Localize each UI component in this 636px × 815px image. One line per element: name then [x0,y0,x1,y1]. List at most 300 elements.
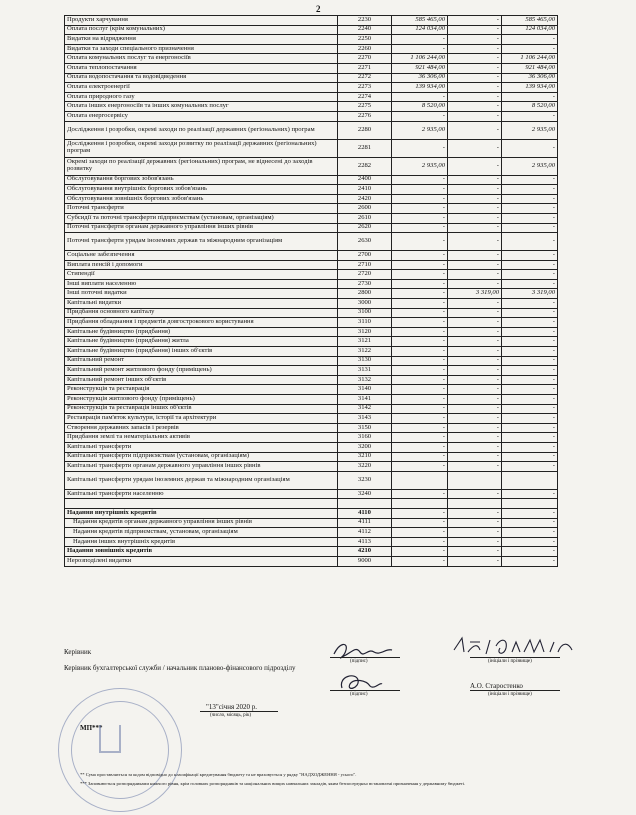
row-total: - [502,452,558,462]
row-general-fund: 124 034,00 [392,25,448,35]
row-total: - [502,279,558,289]
row-special-fund: - [448,308,502,318]
row-name: Продукти харчування [65,16,338,26]
row-general-fund [392,499,448,509]
row-special-fund: - [448,83,502,93]
head-sign-caption: (підпис) [350,659,368,664]
row-name: Створення державних запасів і резервів [65,423,338,433]
row-code: 2274 [338,92,392,102]
table-row [65,260,558,270]
row-code: 2272 [338,73,392,83]
row-code: 3143 [338,414,392,424]
table-row [65,44,558,54]
row-general-fund: - [392,111,448,121]
row-total: - [502,299,558,309]
row-name: Реконструкція та реставрація [65,385,338,395]
row-total: - [502,233,558,251]
row-special-fund: - [448,204,502,214]
row-special-fund: - [448,452,502,462]
row-total: - [502,194,558,204]
row-code: 3122 [338,347,392,357]
table-row [65,102,558,112]
row-total: - [502,537,558,547]
row-name: Надання внутрішніх кредитів [65,508,338,518]
row-special-fund: - [448,395,502,405]
row-special-fund: - [448,366,502,376]
row-special-fund: - [448,404,502,414]
table-row [65,347,558,357]
accountant-sign-caption: (підпис) [350,692,368,697]
row-general-fund: 8 520,00 [392,102,448,112]
row-name: Оплата інших енергоносіїв та інших комунальних послуг [65,102,338,112]
row-code: 2230 [338,16,392,26]
row-total: - [502,223,558,233]
row-total: - [502,433,558,443]
expenditure-table [64,15,558,567]
row-general-fund: - [392,327,448,337]
table-row [65,83,558,93]
row-code: 3120 [338,327,392,337]
row-special-fund: - [448,213,502,223]
row-total: 3 319,00 [502,289,558,299]
row-total: - [502,423,558,433]
table-row [65,318,558,328]
row-total: - [502,251,558,261]
table-row [65,375,558,385]
row-name: Оплата енергосервісу [65,111,338,121]
row-special-fund [448,471,502,489]
row-general-fund: - [392,299,448,309]
row-name: Капітальні трансферти [65,442,338,452]
row-code: 4210 [338,547,392,557]
row-total: 1 106 244,00 [502,54,558,64]
row-total: - [502,92,558,102]
row-name: Стипендії [65,270,338,280]
row-special-fund: - [448,462,502,472]
table-row [65,385,558,395]
row-code: 3240 [338,489,392,499]
row-code: 3121 [338,337,392,347]
row-general-fund: - [392,175,448,185]
table-row [65,471,558,489]
row-total: - [502,213,558,223]
stamp-mark: МП*** [80,724,103,732]
row-total: - [502,308,558,318]
row-general-fund: - [392,537,448,547]
row-name: Придбання землі та нематеріальних активів [65,433,338,443]
row-code: 3150 [338,423,392,433]
row-general-fund: - [392,528,448,538]
row-total: 2 935,00 [502,157,558,175]
row-name: Видатки та заходи спеціального призначення [65,44,338,54]
row-special-fund: - [448,547,502,557]
row-name: Реконструкція житлового фонду (приміщень) [65,395,338,405]
row-special-fund: - [448,25,502,35]
table-row [65,157,558,175]
row-general-fund: - [392,279,448,289]
table-row [65,121,558,139]
row-code: 2400 [338,175,392,185]
row-general-fund: - [392,366,448,376]
row-special-fund: - [448,223,502,233]
row-special-fund: - [448,318,502,328]
head-name-caption: (ініціали і прізвище) [488,659,532,664]
row-code: 2800 [338,289,392,299]
row-name: Інші поточні видатки [65,289,338,299]
row-name: Капітальне будівництво (придбання) житла [65,337,338,347]
row-code: 2720 [338,270,392,280]
row-name: Обслуговування зовнішніх боргових зобов'язань [65,194,338,204]
row-total: 921 484,00 [502,63,558,73]
row-special-fund: - [448,433,502,443]
row-total: - [502,518,558,528]
row-code: 3130 [338,356,392,366]
row-code [338,499,392,509]
row-name: Капітальні трансферти підприємствам (установам, організаціям) [65,452,338,462]
table-row [65,499,558,509]
row-general-fund: - [392,337,448,347]
row-total: - [502,508,558,518]
row-special-fund: - [448,537,502,547]
table-row [65,16,558,26]
row-total: - [502,442,558,452]
table-row [65,223,558,233]
row-name: Капітальні трансферти органам державного управління інших рівнів [65,462,338,472]
row-general-fund: - [392,308,448,318]
row-code: 2281 [338,139,392,157]
row-total: - [502,185,558,195]
row-total: - [502,337,558,347]
row-total: 139 934,00 [502,83,558,93]
table-row [65,528,558,538]
row-code: 2710 [338,260,392,270]
row-code: 4111 [338,518,392,528]
row-code: 2240 [338,25,392,35]
row-name: Поточні трансферти [65,204,338,214]
table-row [65,414,558,424]
row-general-fund: - [392,92,448,102]
table-row [65,204,558,214]
row-special-fund: - [448,337,502,347]
row-general-fund: - [392,508,448,518]
table-row [65,556,558,566]
row-code: 2271 [338,63,392,73]
row-total: 585 465,00 [502,16,558,26]
row-special-fund: - [448,194,502,204]
table-row [65,92,558,102]
row-general-fund: 2 935,00 [392,157,448,175]
row-code: 2276 [338,111,392,121]
accountant-name: А.О. Старостенко [470,682,523,690]
head-label: Керівник [64,648,92,656]
row-name: Капітальні трансферти урядам іноземних держав та міжнародним організаціям [65,471,338,489]
row-general-fund: - [392,185,448,195]
row-code: 3131 [338,366,392,376]
table-row [65,185,558,195]
row-special-fund: - [448,299,502,309]
row-name: Оплата природного газу [65,92,338,102]
table-row [65,356,558,366]
row-total: 124 034,00 [502,25,558,35]
row-name: Дослідження і розробки, окремі заходи розвитку по реалізації державних (регіональних) програм [65,139,338,157]
row-code: 3210 [338,452,392,462]
row-special-fund: - [448,102,502,112]
row-total: - [502,395,558,405]
row-code: 4110 [338,508,392,518]
row-special-fund: 3 319,00 [448,289,502,299]
row-general-fund: - [392,35,448,45]
row-code: 3110 [338,318,392,328]
accountant-name-caption: (ініціали і прізвище) [488,692,532,697]
row-general-fund: - [392,204,448,214]
footnote-2: *** Заповнюється розпорядниками нижчого рівня, крім головних розпорядників та національних вищих навчальних закладів, яким безпосередньо встановлені призначення у державному бюджеті. [80,781,466,786]
row-code: 2610 [338,213,392,223]
row-name: Капітальні трансферти населенню [65,489,338,499]
row-name: Оплата електроенергії [65,83,338,93]
table-row [65,395,558,405]
row-special-fund: - [448,251,502,261]
row-total: - [502,44,558,54]
row-name: Оплата водопостачання та водовідведення [65,73,338,83]
row-total [502,499,558,509]
table-row [65,279,558,289]
row-general-fund: 36 306,00 [392,73,448,83]
row-special-fund: - [448,260,502,270]
row-special-fund: - [448,356,502,366]
row-special-fund: - [448,44,502,54]
table-row [65,442,558,452]
row-name: Поточні трансферти органам державного управління інших рівнів [65,223,338,233]
row-name: Надання зовнішніх кредитів [65,547,338,557]
row-name: Субсидії та поточні трансферти підприємствам (установам, організаціям) [65,213,338,223]
table-row [65,537,558,547]
row-name: Обслуговування внутрішніх боргових зобов'язань [65,185,338,195]
table-row [65,547,558,557]
row-code: 2600 [338,204,392,214]
row-code: 2410 [338,185,392,195]
row-total: - [502,270,558,280]
row-code: 2700 [338,251,392,261]
row-special-fund: - [448,423,502,433]
row-total: - [502,414,558,424]
report-date: "13"січня 2020 р. [206,703,258,711]
accountant-label: Керівник бухгалтерської служби / начальник планово-фінансового підрозділу [64,664,296,672]
table-row [65,518,558,528]
row-general-fund: - [392,462,448,472]
row-code: 2273 [338,83,392,93]
row-general-fund: - [392,44,448,54]
row-name: Капітальні видатки [65,299,338,309]
row-name: Обслуговування боргових зобов'язань [65,175,338,185]
row-general-fund [392,471,448,489]
row-total: - [502,175,558,185]
table-row [65,175,558,185]
row-total: - [502,111,558,121]
row-general-fund: - [392,433,448,443]
table-row [65,251,558,261]
row-code: 3132 [338,375,392,385]
row-general-fund: 2 935,00 [392,121,448,139]
table-row [65,337,558,347]
row-total: - [502,489,558,499]
row-name: Надання кредитів підприємствам, установам, організаціям [65,528,338,538]
row-total: - [502,556,558,566]
row-name: Капітальне будівництво (придбання) [65,327,338,337]
row-special-fund: - [448,414,502,424]
row-total: 8 520,00 [502,102,558,112]
row-general-fund: - [392,318,448,328]
row-code: 9000 [338,556,392,566]
row-name: Оплата теплопостачання [65,63,338,73]
row-general-fund: 1 106 244,00 [392,54,448,64]
row-code: 2270 [338,54,392,64]
table-row [65,111,558,121]
row-general-fund: - [392,194,448,204]
row-name: Капітальний ремонт [65,356,338,366]
row-special-fund: - [448,63,502,73]
row-name: Надання кредитів органам державного управління інших рівнів [65,518,338,528]
date-caption: (число, місяць, рік) [210,713,252,718]
row-code: 3142 [338,404,392,414]
row-general-fund: - [392,260,448,270]
row-code: 2280 [338,121,392,139]
row-special-fund: - [448,508,502,518]
row-special-fund: - [448,270,502,280]
row-name: Інші виплати населенню [65,279,338,289]
row-special-fund: - [448,375,502,385]
row-special-fund [448,499,502,509]
row-special-fund: - [448,327,502,337]
row-name: Дослідження і розробки, окремі заходи по реалізації державних (регіональних) програм [65,121,338,139]
row-code: 2420 [338,194,392,204]
footnote-1: ** Сума проставляється за кодом відповідно до класифікації кредитування бюджету та не враховується у рядку "НАДХОДЖЕННЯ - усього". [80,772,357,777]
table-row [65,233,558,251]
row-name: Придбання обладнання і предметів довгострокового користування [65,318,338,328]
row-total: - [502,204,558,214]
row-total: - [502,139,558,157]
table-row [65,462,558,472]
row-total: - [502,347,558,357]
page-number: 2 [316,4,321,14]
row-special-fund: - [448,279,502,289]
row-special-fund: - [448,385,502,395]
row-general-fund: 585 465,00 [392,16,448,26]
row-name: Оплата послуг (крім комунальних) [65,25,338,35]
row-general-fund: - [392,251,448,261]
row-code: 2730 [338,279,392,289]
row-name: Капітальний ремонт інших об'єктів [65,375,338,385]
row-name: Капітальний ремонт житлового фонду (приміщень) [65,366,338,376]
row-general-fund: - [392,395,448,405]
row-special-fund: - [448,518,502,528]
table-row [65,327,558,337]
row-special-fund: - [448,73,502,83]
row-name [65,499,338,509]
row-special-fund: - [448,139,502,157]
table-row [65,35,558,45]
row-total: - [502,547,558,557]
row-general-fund: - [392,452,448,462]
table-row [65,73,558,83]
row-special-fund: - [448,528,502,538]
table-row [65,423,558,433]
row-code: 3230 [338,471,392,489]
row-code: 3141 [338,395,392,405]
row-name: Придбання основного капіталу [65,308,338,318]
row-general-fund: - [392,347,448,357]
row-code: 4113 [338,537,392,547]
table-row [65,433,558,443]
row-total: 36 306,00 [502,73,558,83]
row-total [502,471,558,489]
table-row [65,366,558,376]
official-stamp [58,688,182,812]
row-total: - [502,35,558,45]
row-code: 3220 [338,462,392,472]
row-code: 3140 [338,385,392,395]
row-total: 2 935,00 [502,121,558,139]
table-row [65,452,558,462]
row-special-fund: - [448,35,502,45]
table-row [65,194,558,204]
table-row [65,270,558,280]
row-general-fund: 139 934,00 [392,83,448,93]
row-name: Реконструкція та реставрація інших об'єктів [65,404,338,414]
row-special-fund: - [448,347,502,357]
row-code: 2282 [338,157,392,175]
row-general-fund: - [392,489,448,499]
row-special-fund: - [448,185,502,195]
row-name: Нерозподілені видатки [65,556,338,566]
row-general-fund: - [392,442,448,452]
row-special-fund: - [448,54,502,64]
row-total: - [502,462,558,472]
row-total: - [502,260,558,270]
table-row [65,139,558,157]
table-row [65,213,558,223]
row-name: Поточні трансферти урядам іноземних держав та міжнародним організаціям [65,233,338,251]
row-total: - [502,356,558,366]
row-total: - [502,366,558,376]
row-general-fund: - [392,414,448,424]
row-special-fund: - [448,16,502,26]
row-total: - [502,327,558,337]
row-code: 2250 [338,35,392,45]
row-code: 2275 [338,102,392,112]
row-code: 3160 [338,433,392,443]
row-special-fund: - [448,121,502,139]
row-name: Видатки на відрядження [65,35,338,45]
row-special-fund: - [448,233,502,251]
row-general-fund: - [392,223,448,233]
table-row [65,25,558,35]
row-general-fund: - [392,139,448,157]
table-row [65,63,558,73]
table-row [65,508,558,518]
row-general-fund: - [392,270,448,280]
row-code: 3100 [338,308,392,318]
row-name: Окремі заходи по реалізації державних (регіональних) програм, не віднесені до заходів розвитку [65,157,338,175]
row-general-fund: - [392,547,448,557]
row-general-fund: - [392,233,448,251]
row-total: - [502,528,558,538]
row-name: Реставрація пам'яток культури, історії та архітектури [65,414,338,424]
row-general-fund: - [392,356,448,366]
row-special-fund: - [448,556,502,566]
row-code: 2620 [338,223,392,233]
row-general-fund: - [392,423,448,433]
row-total: - [502,375,558,385]
